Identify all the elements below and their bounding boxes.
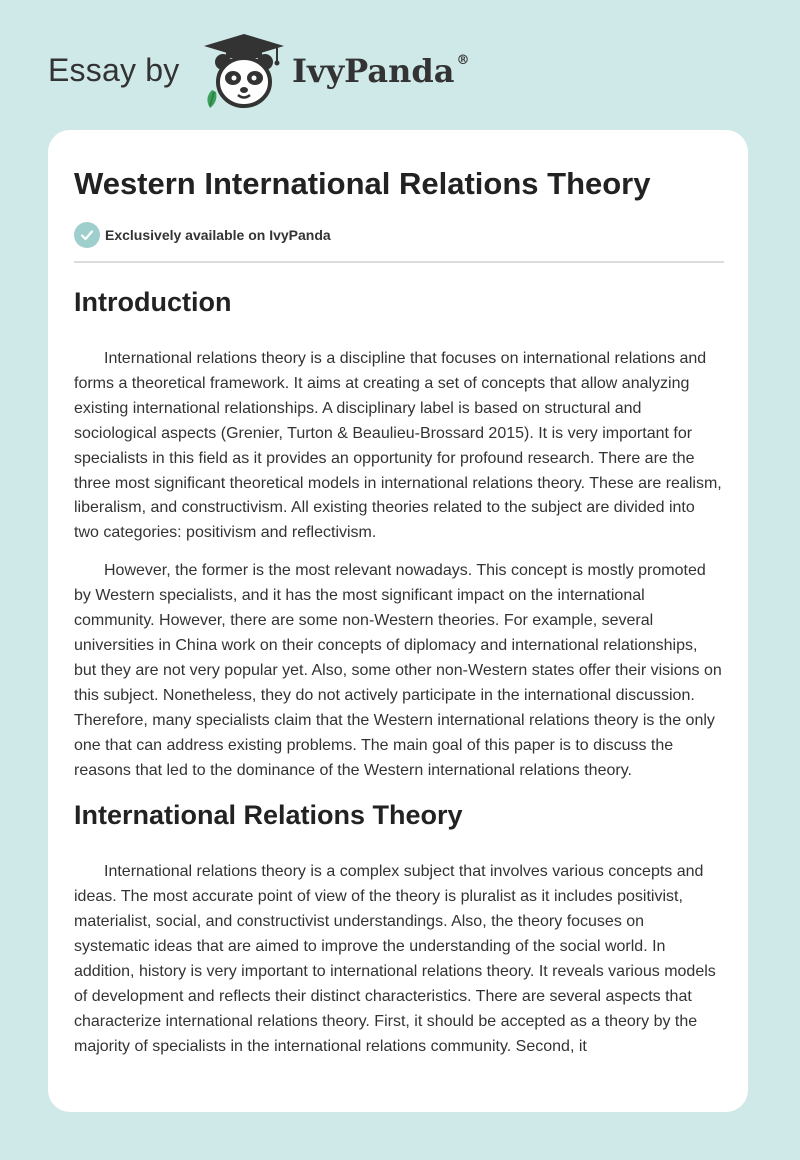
paragraph: International relations theory is a complex subject that involves various concepts and ideas. The most accurate point of view of the theory is pluralist as it includes positivist, materialist, social, and constructivist understandings. Also, the theory focuses on systematic ideas that are aimed to improve the understanding of the social world. In addition, history is very important to international relations theory. It reveals various models of development and reflects their distinct characteristics. There are several aspects that characterize international relations theory. First, it should be accepted as a theory by the majority of specialists in the international relations community. Second, it xyxy=(74,863,716,1055)
section-heading-international-relations-theory: International Relations Theory xyxy=(74,800,463,831)
paragraph: However, the former is the most relevant nowadays. This concept is mostly promoted by Western specialists, and it has the most significant impact on the international community. However, there are some non-Western theories. For example, several universities in China work on their concepts of diplomacy and international relationships, but they are not very popular yet. Also, some other non-Western states offer their visions on this subject. Nonetheless, they do not actively participate in the international discussion. Therefore, many specialists claim that the Western international relations theory is the only one that can address existing problems. The main goal of this paper is to discuss the reasons that led to the dominance of the Western international relations theory. xyxy=(74,562,722,779)
brand-prefix: Essay by xyxy=(48,52,180,88)
check-circle-icon xyxy=(74,222,100,248)
panda-logo-icon[interactable] xyxy=(202,32,286,112)
essay-content xyxy=(74,280,724,1060)
section-heading-introduction: Introduction xyxy=(74,287,232,317)
exclusive-text: Exclusively available on IvyPanda xyxy=(105,227,331,243)
essay-title: Western International Relations Theory xyxy=(74,166,651,201)
brand-name[interactable]: IvyPanda ® xyxy=(292,52,470,90)
title-divider xyxy=(74,261,724,263)
brand-header xyxy=(48,30,508,110)
paragraph: International relations theory is a discipline that focuses on international relations and forms a theoretical framework. It aims at creating a set of concepts that allow analyzing existing international relationships. A disciplinary label is based on structural and sociological aspects (Grenier, Turton & Beaulieu-Brossard 2015). It is very important for specialists in this field as it provides an opportunity for profound research. There are the three most significant theoretical models in international relations theory. These are realism, liberalism, and constructivism. All existing theories related to the subject are divided into two categories: positivism and reflectivism. xyxy=(74,350,722,542)
essay-card xyxy=(48,130,748,1112)
exclusive-badge xyxy=(74,222,331,248)
